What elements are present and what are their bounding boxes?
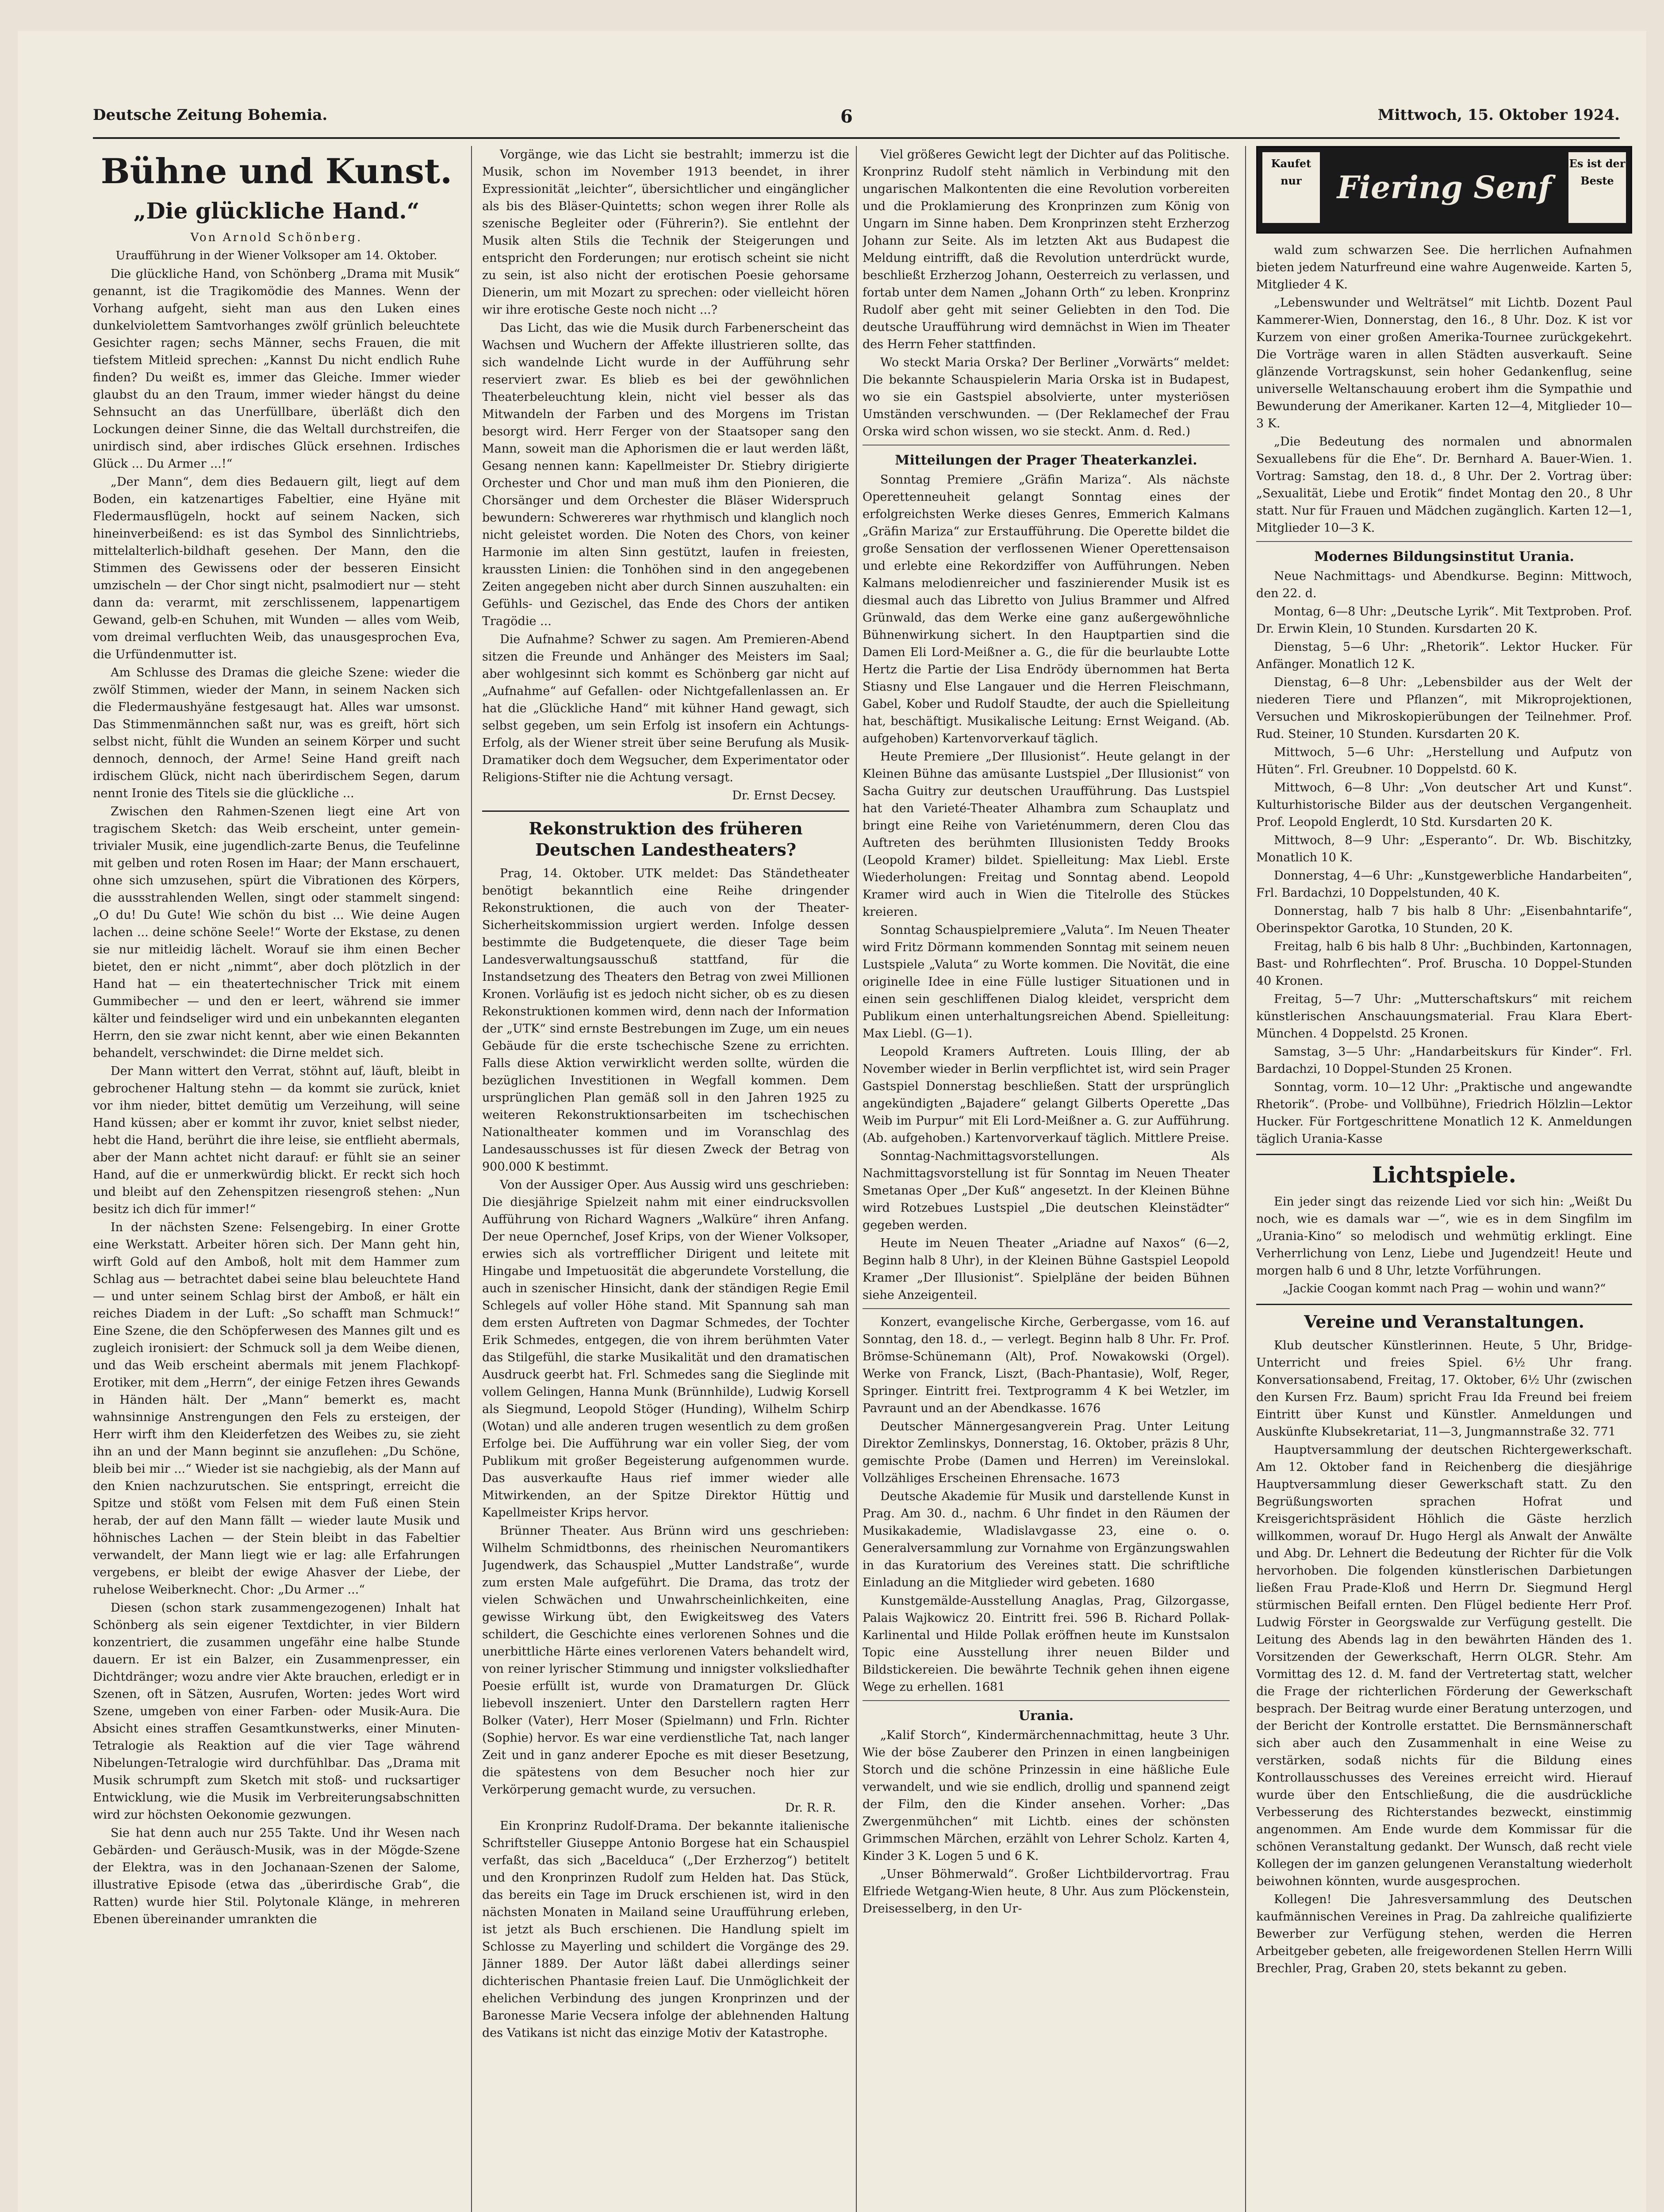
running-head-masthead: Deutsche Zeitung Bohemia. [93,106,328,124]
course-item: Montag, 6—8 Uhr: „Deutsche Lyrik“. Mit Textproben. Prof. Dr. Erwin Klein, 10 Stunden. Kursdarten 20 K. [1256,605,1632,636]
article-title: „Die glückliche Hand.“ [133,198,420,224]
paragraph: Diesen (schon stark zusammengezogenen) Inhalt hat Schönberg als sein eigener Textdichter, in vier Bildern konzentriert, die zusammen ungefähr eine halbe Stunde dauern. Er ist ein Balzer, ein Zusammenpresser, ein Dichtdränger; wozu andre vier Akte brauchen, erledigt er in Szenen, oft in Sätzen, Ausrufen, Worten: jedes Wort wird Szene, umgeben von einer Farben- oder Musik-Aura. Die Absicht eines straffen Gesamtkunstwerks, einer Minuten-Tetralogie als Reaktion auf die vier Tage während Nibelungen-Tetralogie wird durchfühlbar. Das „Drama mit Musik schrumpft zum Sketch mit stoß- und rucksartiger Entwicklung, wie die Musik im Verbreiterungsabschnitten wird zur höchsten Oekonomie gezwungen. [93,1601,460,1822]
paragraph: Wo steckt Maria Orska? Der Berliner „Vorwärts“ meldet: Die bekannte Schauspielerin Maria Orska ist in Budapest, wo sie ein Gastspiel absolvierte, unter mysteriösen Umständen verschwunden. — (Der Reklamechef der Frau Orska wird schon wissen, wo sie steckt. Anm. d. Red.) [863,356,1230,438]
course-item: Neue Nachmittags- und Abendkurse. Beginn: Mittwoch, den 22. d. [1256,569,1632,600]
column-1 [93,146,460,2212]
paragraph: Kollegen! Die Jahresversammlung des Deutschen kaufmännischen Vereines in Prag. Da zahlreiche qualifizierte Bewerber zur Verfügung stehen, werden die Herren Arbeitgeber gebeten, alle freigewordenen Stellen Herrn Willi Brechler, Prag, Graben 20, stets bekannt zu geben. [1256,1893,1632,1975]
paragraph: Viel größeres Gewicht legt der Dichter auf das Politische. Kronprinz Rudolf steht nämlich in Verbindung mit den ungarischen Malkontenten die eine Revolution vorbereiten und die Proklamierung des Kronprinzen zum König von Ungarn im Sinne haben. Dem Kronprinzen steht Erzherzog Johann zur Seite. Als im letzten Akt aus Budapest die Meldung eintrifft, daß die Revolution unterdrückt wurde, beschließt Erzherzog Johann, Oesterreich zu verlassen, und fortab unter dem Namen „Johann Orth“ zu leben. Kronprinz Rudolf aber geht mit seiner Geliebten in den Tod. Die deutsche Uraufführung wird demnächst in Wien im Theater des Herrn Feher stattfinden. [863,148,1230,351]
ad-brand-logo: Fiering Senf [1337,169,1552,206]
paragraph: Vorgänge, wie das Licht sie bestrahlt; immerzu ist die Musik, schon im November 1913 beendet, in ihrer Expressionität „leichter“, übersichtlicher und eingänglicher als bis des Bläser-Quintetts; schon wegen ihrer Rolle als szenische Begleiter oder (Führerin?). Sie entlehnt der Musik alten Stils die Technik der Steigerungen und entspricht den Forderungen; nur erotisch scheint sie nicht zu sein, ist also nicht der erotischen Poesie gehorsame Dienerin, um mit Mozart zu sprechen: oder vielleicht hören wir ihre erotische Geste noch nicht ...? [482,148,849,317]
section-title: Lichtspiele. [1372,1162,1517,1188]
article-divider [1256,1154,1632,1155]
paragraph: Von der Aussiger Oper. Aus Aussig wird uns geschrieben: Die diesjährige Spielzeit nahm mit einer eindrucksvollen Aufführung von Richard Wagners „Walküre“ ihren Anfang. Der neue Opernchef, Josef Krips, von der Wiener Volksoper, erwies sich als vortrefflicher Dirigent und leitete mit Hingabe und Impetuosität die abgerundete Vorstellung, die auch in szenischer Hinsicht, dank der ständigen Regie Emil Schlegels auf voller Höhe stand. Mit Spannung sah man dem ersten Auftreten von Dagmar Schmedes, der Tochter Erik Schmedes, entgegen, die von ihrem berühmten Vater das Stilgefühl, die starke Musikalität und den dramatischen Ausdruck geerbt hat. Frl. Schmedes sang die Sieglinde mit vollem Gelingen, Hanna Munk (Brünnhilde), Ludwig Korsell als Siegmund, Leopold Stöger (Hunding), Wilhelm Schirp (Wotan) und alle anderen trugen wesentlich zu dem großen Erfolge bei. Die Aufführung war ein voller Sieg, der vom Publikum mit großer Begeisterung aufgenommen wurde. Das ausverkaufte Haus rief immer wieder alle Mitwirkenden, an der Spitze Direktor Hüttig und Kapellmeister Krips hervor. [482,1178,849,1520]
paragraph: Sonntag Schauspielpremiere „Valuta“. Im Neuen Theater wird Fritz Dörmann kommenden Sonntag mit seinem neuen Lustspiele „Valuta“ zu Worte kommen. Die Novität, die eine originelle Idee in eine Fülle lustiger Situationen und in einen sein geschliffenen Dialog kleidet, verspricht dem Publikum einen unterhaltungsreichen Abend. Spielleitung: Max Liebl. (G—1). [863,923,1230,1041]
column-2 [482,146,849,2212]
paragraph: „Jackie Coogan kommt nach Prag — wohin und wann?“ [1282,1282,1606,1295]
course-item: Donnerstag, 4—6 Uhr: „Kunstgewerbliche Handarbeiten“, Frl. Bardachzi, 10 Doppelstunden, 40 K. [1256,869,1632,900]
paragraph: „Die Bedeutung des normalen und abnormalen Sexuallebens für die Ehe“. Dr. Bernhard A. Bauer-Wien. 1. Vortrag: Samstag, den 18. d., 8 Uhr. Der 2. Vortrag über: „Sexualität, Liebe und Erotik“ findet Montag den 20., 8 Uhr statt. Nur für Frauen und Mädchen zugänglich. Karten 12—1, Mitglieder 10—3 K. [1256,435,1632,535]
column-3 [863,146,1230,2212]
header-rule [93,137,1620,139]
paragraph: Die Aufnahme? Schwer zu sagen. Am Premieren-Abend sitzen die Freunde und Anhänger des Meisters im Saal; aber wohlgesinnt sich kommt es Schönberg gar nicht auf „Aufnahme“ auf Gefallen- oder Nichtgefallenlassen an. Er hat die „Glückliche Hand“ mit kühner Hand gewagt, sich selbst gegeben, um sein Erfolg ist insofern ein Achtungs-Erfolg, als der Wiener streit über seine Berufung als Musik-Dramatiker doch dem Wegsucher, dem Experimentator oder Religions-Stifter nie die Achtung versagt. [482,633,849,784]
section-heading: Urania. [1018,1708,1074,1724]
notice: Deutscher Männergesangverein Prag. Unter Leitung Direktor Zemlinskys, Donnerstag, 16. Oktober, präzis 8 Uhr, gemischte Probe (Damen und Herren) im Vereinslokal. Vollzähliges Erscheinen Ehrensache. 1673 [863,1420,1230,1485]
paragraph: Heute im Neuen Theater „Ariadne auf Naxos“ (6—2, Beginn halb 8 Uhr), in der Kleinen Bühne Gastspiel Leopold Kramer „Der Illusionist“. Spielpläne der beiden Bühnen siehe Anzeigenteil. [863,1237,1230,1302]
paragraph: Prag, 14. Oktober. UTK meldet: Das Ständetheater benötigt bekanntlich eine Reihe dringender Rekonstruktionen, die auch von der Theater-Sicherheitskommission urgiert werden. Infolge dessen bestimmte die Budgetenquete, die dieser Tage beim Landesverwaltungsausschuß stattfand, für die Instandsetzung des Theaters den Betrag von zwei Millionen Kronen. Vorläufig ist es jedoch nicht sicher, ob es zu diesen Rekonstruktionen kommen wird, denn nach der Information der „UTK“ sind ernste Bestrebungen im Zuge, um ein neues Gebäude für die erste tschechische Szene zu errichten. Falls diese Aktion verwirklicht werden sollte, würden die bezüglichen Investitionen in Wegfall kommen. Dem ursprünglichen Plan gemäß soll in den Jahren 1925 zu weiteren Rekonstruktionsarbeiten im tschechischen Nationaltheater kommen und im Voranschlag des Landesausschusses ist für diesen Zweck der Betrag von 900.000 K bestimmt. [482,867,849,1174]
course-item: Samstag, 3—5 Uhr: „Handarbeitskurs für Kinder“. Frl. Bardachzi, 10 Doppel-Stunden 25 Kronen. [1256,1045,1632,1076]
advertisement [1256,146,1632,234]
paragraph: Der Mann wittert den Verrat, stöhnt auf, läuft, bleibt in gebrochener Haltung stehn — da kommt sie zurück, kniet vor ihm nieder, bittet demütig um Verzeihung, will seine Hand küssen; aber er kommt ihr zuvor, kniet selbst nieder, hebt die Hand, berührt die ihre leise, sie entflieht abermals, aber der Mann achtet nicht darauf: er fühlt sie an seiner Hand, auf die er unmerkwürdig blickt. Er reckt sich hoch und bleibt auf den Zehenspitzen riesengroß stehen: „Nun besitz ich dich für immer!“ [93,1064,460,1216]
course-item: Donnerstag, halb 7 bis halb 8 Uhr: „Eisenbahntarife“, Oberinspektor Garotka, 10 Stunden, 20 K. [1256,904,1632,935]
paragraph: „Unser Böhmerwald“. Großer Lichtbildervortrag. Frau Elfriede Wetgang-Wien heute, 8 Uhr. Aus zum Plöckenstein, Dreisesselberg, in den Ur- [863,1867,1230,1916]
running-head-date: Mittwoch, 15. Oktober 1924. [1377,106,1620,124]
course-item: Dienstag, 5—6 Uhr: „Rhetorik“. Lektor Hucker. Für Anfänger. Monatlich 12 K. [1256,640,1632,671]
notice: Konzert, evangelische Kirche, Gerbergasse, vom 16. auf Sonntag, den 18. d., — verlegt. Beginn halb 8 Uhr. Fr. Prof. Brömse-Schünemann (Alt), Prof. Nowakowski (Orgel). Werke von Franck, Liszt, (Bach-Phantasie), Wolf, Reger, Springer. Eintritt frei. Textprogramm 4 K bei Wetzler, im Pavraunt und an der Abendkasse. 1676 [863,1315,1230,1415]
ad-right-panel: Es ist der Beste [1568,152,1626,223]
paragraph: Ein jeder singt das reizende Lied vor sich hin: „Weißt Du noch, wie es damals war —“, wie es in dem Singfilm im „Urania-Kino“ so melodisch und wehmütig erklingt. Eine Verherrlichung von Lenz, Liebe und Jugendzeit! Heute und morgen halb 6 und 8 Uhr, letzte Vorführungen. [1256,1195,1632,1278]
signature: Dr. Ernst Decsey. [732,789,836,803]
page-number: 6 [840,106,853,127]
article-divider [1256,1304,1632,1305]
paragraph: „Der Mann“, dem dies Bedauern gilt, liegt auf dem Boden, ein katzenartiges Fabeltier, eine Hyäne mit Fledermausflügeln, hockt auf seinem Nacken, sich hineinverbeißend: es ist das Symbol des Sinnlichtriebs, mittelalterlich-bildhaft gesehen. Der Mann, den die Stimmen des Gewissens oder der besseren Einsicht umzischeln — der Chor singt nicht, psalmodiert nur — steht dann da: verarmt, mit zerschlissenem, lappenartigem Gewand, gelb-en Schuhen, mit Wunden — alles vom Weib, vom dreimal verfluchten Weib, das unausgesprochen Eva, die Urfündenmutter ist. [93,475,460,661]
paragraph: Das Licht, das wie die Musik durch Farbenerscheint das Wachsen und Wuchern der Affekte illustrieren sollte, das sich wandelnde Licht wurde in der Aufführung sehr reserviert zwar. Es blieb es bei der gewöhnlichen Theaterbeleuchtung klein, nicht viel besser als das Mitwandeln der Farben und des Morgens im Tristan besorgt wird. Herr Ferger von der Staatsoper sang den Mann, soweit man die Aphorismen die er laut werden läßt, Gesang nennen kann: Kapellmeister Dr. Stiebry dirigierte Orchester und Chor und man muß ihm den Pionieren, die Chorsänger und dem Orchester die Bläser Widerspruch bewundern: Schwereres war rhythmisch und klanglich noch nicht geleistet worden. Die Noten des Chors, von keiner Harmonie im alten Sinn gestützt, laufen in freiesten, kraussten Linien: die Tonhöhen sind in den angegebenen Zeiten angegeben nicht aber durch Sinnen auszuhalten: ein Gefühls- und Gezischel, das Ende des Chors der antiken Tragödie ... [482,321,849,628]
ad-left-panel: Kaufet nur [1262,152,1320,223]
paragraph: Brünner Theater. Aus Brünn wird uns geschrieben: Wilhelm Schmidtbonns, des rheinischen Neuromantikers Jugendwerk, das Schauspiel „Mutter Landstraße“, wurde zum ersten Male aufgeführt. Die Drama, das trotz der vielen Schwächen und Unwahrscheinlichkeiten, eine gewisse Wirkung übt, den Ewigkeitsweg des Vaters schildert, die Geschichte eines verlorenen Sohnes und die unerbittliche Härte eines verlorenen Vaters behandelt wird, von reiner lyrischer Stimmung und innigster volksliedhafter Poesie erfüllt ist, wurde von Dramaturgen Dr. Glück liebevoll inszeniert. Unter den Darstellern ragten Herr Bolker (Vater), Herr Moser (Spielmann) und Frln. Richter (Sophie) hervor. Es war eine verdienstliche Tat, nach langer Zeit und in ganz anderer Epoche es mit dieser Besetzung, die spätestens von dem Besucher noch hier zur Verkörperung gemacht wurde, zu versuchen. [482,1524,849,1797]
paragraph: Zwischen den Rahmen-Szenen liegt eine Art von tragischem Sketch: das Weib erscheint, unter gemein-trivialer Musik, eine jugendlich-zarte Benus, die Teufelinne mit gelben und roten Rosen im Haar; der Mann erschauert, ohne sich umzusehen, spürt die Vibrationen des Körpers, die aussstrahlenden Wellen, singt oder stammelt singend: „O du! Du Gute! Wie schön du bist ... Wie deine Augen lachen ... deine schöne Seele!“ Worte der Ekstase, zu denen sie nur mitleidig lächelt. Worauf sie ihm einen Becher bietet, den er nicht „nimmt“, aber doch plötzlich in der Hand hat — ein theatertechnischer Trick mit einem Gummibecher — und den er leert, während sie immer kälter und feindseliger wird und ein unbekannten eleganten Herrn, den sie zwar nicht kennt, aber wie einen Bekannten behandelt, verschwindet: die Dirne meldet sich. [93,805,460,1060]
article-title: Rekonstruktion des früheren Deutschen Landestheaters? [529,818,803,860]
paragraph: Heute Premiere „Der Illusionist“. Heute gelangt in der Kleinen Bühne das amüsante Lustspiel „Der Illusionist“ von Sacha Guitry zur deutschen Uraufführung. Das Lustspiel hat den Varieté-Theater Alhambra zum Schauplatz und bringt eine Reihe von Varieténummern, deren Clou das Auftreten des berühmten Illusionisten Teddy Brooks (Leopold Kramer) bildet. Spielleitung: Max Liebl. Erste Wiederholungen: Freitag und Sonntag abend. Leopold Kramer wird auch in Wien die Titelrolle des Stückes kreieren. [863,750,1230,919]
running-head [93,106,1620,137]
section-heading: Mitteilungen der Prager Theaterkanzlei. [895,453,1197,468]
notice: Deutsche Akademie für Musik und darstellende Kunst in Prag. Am 30. d., nachm. 6 Uhr findet in den Räumen der Musikakademie, Wladislavgasse 23, eine o. o. Generalversammlung zur Vornahme von Ergänzungswahlen in das Kuratorium des Vereines statt. Die schriftliche Einladung an die Mitglieder wird gebeten. 1680 [863,1490,1230,1590]
paragraph: Ein Kronprinz Rudolf-Drama. Der bekannte italienische Schriftsteller Giuseppe Antonio Borgese hat ein Schauspiel verfaßt, das sich „Bacelduca“ („Der Erzherzog“) betitelt und den Kronprinzen Rudolf zum Helden hat. Das Stück, das bereits ein Tage im Druck erschienen ist, wird in den nächsten Monaten in Mailand seine Uraufführung erleben, ist jetzt als Buch erschienen. Die Handlung spielt im Schlosse zu Mayerling und schildert die Vorgänge des 29. Jänner 1889. Der Autor läßt dabei allerdings seiner dichterischen Phantasie freien Lauf. Die Unmöglichkeit der ehelichen Verbindung des jungen Kronprinzen und der Baronesse Marie Vecsera infolge der ablehnenden Haltung des Vatikans ist nicht das einzige Motiv der Katastrophe. [482,1819,849,2040]
course-item: Sonntag, vorm. 10—12 Uhr: „Praktische und angewandte Rhetorik“. (Probe- und Vollbühne), Friedrich Hölzlin—Lektor Hucker. Für Fortgeschrittene Monatlich 12 K. Anmeldungen täglich Urania-Kasse [1256,1080,1632,1146]
byline: Von Arnold Schönberg. [190,231,363,244]
column-4 [1256,146,1632,2212]
paragraph: Die glückliche Hand, von Schönberg „Drama mit Musik“ genannt, ist die Tragikomödie des Mannes. Wenn der Vorhang aufgeht, sieht man aus den Luken eines dunkelviolettem Samtvorhanges zwölf grünlich beleuchtete Gesichter ragen; sechs Männer, sechs Frauen, die mit tiefstem Mitleid sprechen: „Kannst Du nicht endlich Ruhe finden? Du weißt es, immer das Gleiche. Immer wieder glaubst du an den Traum, immer wieder hängst du deine Sehnsucht an das Unerfüllbare, überläßt dich den Lockungen deiner Sinne, die das Weltall durchstreifen, die unirdisch sind, aber irdisches Glück ersehnen. Irdisches Glück ... Du Armer ...!“ [93,267,460,471]
paragraph: Am Schlusse des Dramas die gleiche Szene: wieder die zwölf Stimmen, wieder der Mann, in seinem Nacken sich die Fledermaushyäne festgesaugt hat. Alles war umsonst. Das Stimmenmännchen saßt nur, was es greift, hört sich selbst nicht, fühlt die Wunden an seinem Körper und sucht dennoch, dennoch, der Arme! Seine Hand greift nach irdischem Glück, nicht nach überirdischem Segen, darum nennt Ironie des Titels sie die glückliche ... [93,666,460,800]
column-rule [471,146,472,2212]
paragraph: Sonntag Premiere „Gräfin Mariza“. Als nächste Operettenneuheit gelangt Sonntag eines der erfolgreichsten Werke dieses Genres, Emmerich Kalmans „Gräfin Mariza“ zur Erstaufführung. Die Operette bildet die große Sensation der verflossenen Wiener Operettensaison und erlebte eine Rekordziffer von Aufführungen. Neben Kalmans melodienreicher und faszinierender Musik ist es diesmal auch das Libretto von Julius Brammer und Alfred Grünwald, das dem Werke eine ganz außergewöhnliche Bühnenwirkung sichert. In den Hauptpartien sind die Damen Eli Lord-Meißner a. G., die für die beurlaubte Lotte Hertz die Partie der Lisa Endrödy übernommen hat Berta Stiasny und Else Langauer und die Herren Fleischmann, Gabel, Kober und Rudolf Staudte, der auch die Spielleitung hat, beschäftigt. Musikalische Leitung: Ernst Weigand. (Ab. aufgehoben) Kartenvorverkauf täglich. [863,473,1230,745]
article-divider [1256,541,1632,542]
newspaper-page [18,31,1646,2212]
paragraph: Hauptversammlung der deutschen Richtergewerkschaft. Am 12. Oktober fand in Reichenberg die diesjährige Hauptversammlung dieser Gewerkschaft statt. Zu den Begrüßungsworten sprachen Hofrat und Kreisgerichtspräsident Höhlich die Gäste herzlich willkommen, worauf Dr. Hugo Hergl als Anwalt der Anwälte und Abg. Dr. Lehnert die Bedeutung der Richter für die Volk hervorhoben. Die folgenden künstlerischen Darbietungen ließen Frau Prade-Kloß und Herrn Dr. Siegmund Hergl stürmischen Beifall ernten. Den Flügel bediente Herr Prof. Ludwig Förster in Georgswalde zur Verfügung gestellt. Die Leitung des Abends lag in den bewährten Händen des 1. Vorsitzenden der Gewerkschaft, Herrn OLGR. Stehr. Am Vormittag des 12. d. M. fand der Vertretertag statt, welcher die Frage der richterlichen Förderung der Gewerkschaft besprach. Der Beitrag wurde einer Beratung unterzogen, und der Bericht der Kontrolle erstattet. Die Bernsmännerschaft sich aber auch den Zusammenhalt in eine Weise zu verstärken, sodaß nichts für die Bildung eines Kontrollausschusses des Vereines erreicht wird. Hierauf wurde über den Entschließung, die die ausdrückliche Verbesserung des Richterstandes bezweckt, einstimmig angenommen. Am Ende wurde dem Kommissar für die schönen Veranstaltung gedankt. Der Wunsch, daß recht viele Kollegen der im ganzen gelungenen Veranstaltung wiederholt beiwohnen könnten, wurde ausgesprochen. [1256,1443,1632,1888]
paragraph: „Kalif Storch“, Kindermärchennachmittag, heute 3 Uhr. Wie der böse Zauberer den Prinzen in einen langbeinigen Storch und die schöne Prinzessin in eine häßliche Eule verwandelt, und wie sie endlich, drollig und spannend zeigt der Film, den die Kinder ansehen. Vorher: „Das Zwergenmühchen“ mit Lichtb. eines der schönsten Grimmschen Märchen, erzählt von Lehrer Scholz. Karten 4, Kinder 3 K. Logen 5 und 6 K. [863,1728,1230,1863]
section-title: Bühne und Kunst. [100,151,452,192]
article-divider [863,1308,1230,1309]
course-item: Mittwoch, 6—8 Uhr: „Von deutscher Art und Kunst“. Kulturhistorische Bilder aus der deutschen Vergangenheit. Prof. Leopold Englerdt, 10 Std. Kursdarten 20 K. [1256,781,1632,829]
course-item: Dienstag, 6—8 Uhr: „Lebensbilder aus der Welt der niederen Tiere und Pflanzen“, mit Mikroprojektionen, Versuchen und Mikroskopierübungen der Teilnehmer. Prof. Rud. Steiner, 10 Stunden. Kursdarten 20 K. [1256,676,1632,741]
section-title: Vereine und Veranstaltungen. [1304,1312,1584,1332]
column-rule [1245,146,1246,2212]
paragraph: In der nächsten Szene: Felsengebirg. In einer Grotte eine Werkstatt. Arbeiter hören sich. Der Mann geht hin, wirft Gold auf den Amboß, holt mit dem Hammer zum Schlag aus — betrachtet dabei seine blau beleuchtete Hand — und unter seinem Schlag birst der Amboß, er hält ein reiches Diadem in der Luft: „So schafft man Schmuck!“ Eine Szene, die den Schöpferwesen des Mannes gilt und es zugleich ironisiert: der Schmuck soll ja dem Weibe dienen, und das Weib erscheint abermals mit jenem Flachkopf-Erotiker, mit dem „Herrn“, der einige Fetzen ihres Gewands in Händen hält. Der „Mann“ bemerkt es, macht wahnsinnige Anstrengungen den Fels zu ersteigen, der Herr wirft ihm den Kleiderfetzen des Weibes zu, sie zieht ihn an und der Mann beginnt sie anzuflehen: „Du Schöne, bleib bei mir ...“ Wieder ist sie nachgiebig, als der Mann auf den Knien nachzurutschen. Sie entspringt, erreicht die Spitze und stößt vom Felsen mit dem Fuß einen Stein herab, der auf den Mann fällt — wieder laute Musik und höhnisches Lachen — der Stein bleibt in das Fabeltier verwandelt, der Mann liegt wie er lag: alle Erfahrungen vergebens, er bleibt der ewige Ahasver der Liebe, der ruhelose Weiberknecht. Chor: „Du Armer ...“ [93,1221,460,1597]
article-divider [863,1700,1230,1701]
signature: Dr. R. R. [785,1801,836,1815]
course-item: Freitag, halb 6 bis halb 8 Uhr: „Buchbinden, Kartonnagen, Bast- und Rohrflechten“. Prof. Bruscha. 10 Doppel-Stunden 40 Kronen. [1256,940,1632,988]
course-item: Mittwoch, 5—6 Uhr: „Herstellung und Aufputz von Hüten“. Frl. Greubner. 10 Doppelstd. 60 K. [1256,745,1632,776]
column-rule [856,146,857,2212]
course-item: Mittwoch, 8—9 Uhr: „Esperanto“. Dr. Wb. Bischitzky, Monatlich 10 K. [1256,833,1632,864]
paragraph: Leopold Kramers Auftreten. Louis Illing, der ab November wieder in Berlin verpflichtet ist, wird sein Prager Gastspiel Donnerstag beschließen. Statt der ursprünglich angekündigten „Bajadere“ gelangt Gilberts Operette „Das Weib im Purpur“ mit Eli Lord-Meißner a. G. zur Aufführung. (Ab. aufgehoben.) Kartenvorverkauf täglich. Mittlere Preise. [863,1045,1230,1145]
paragraph: wald zum schwarzen See. Die herrlichen Aufnahmen bieten jedem Naturfreund eine wahre Augenweide. Karten 5, Mitglieder 4 K. [1256,243,1632,292]
paragraph: Sonntag-Nachmittagsvorstellungen. Als Nachmittagsvorstellung ist für Sonntag im Neuen Theater Smetanas Oper „Der Kuß“ angesetzt. In der Kleinen Bühne wird Rotzebues Lustspiel „Die deutschen Kleinstädter“ gegeben werden. [863,1149,1230,1232]
article-divider [482,810,849,812]
notice: Kunstgemälde-Ausstellung Anaglas, Prag, Gilzorgasse, Palais Wajkowicz 20. Eintritt frei. 596 B. Richard Pollak-Karlinental und Hilde Pollak eröffnen heute im Kunstsalon Topic eine Ausstellung ihrer neuen Bilder und Bildstickereien. Die bewährte Technik gehen ihnen eigene Wege zu erhellen. 1681 [863,1594,1230,1694]
course-item: Freitag, 5—7 Uhr: „Mutterschaftskurs“ mit reichem künstlerischen Anschauungsmaterial. Frau Klara Ebert-München. 4 Doppelstd. 25 Kronen. [1256,992,1632,1041]
paragraph: Klub deutscher Künstlerinnen. Heute, 5 Uhr, Bridge-Unterricht und freies Spiel. 6½ Uhr frang. Konversationsabend, Freitag, 17. Oktober, 6½ Uhr (zwischen den Kursen Frz. Baum) spricht Frau Ida Freund bei freiem Eintritt über Kunst und Künstler. Anmeldungen und Auskünfte Klubsekretariat, 11—3, Jungmannstraße 32. 771 [1256,1339,1632,1439]
subline: Uraufführung in der Wiener Volksoper am 14. Oktober. [115,249,437,262]
paragraph: „Lebenswunder und Welträtsel“ mit Lichtb. Dozent Paul Kammerer-Wien, Donnerstag, den 16., 8 Uhr. Doz. K ist vor Kurzem von einer großen Amerika-Tournee zurückgekehrt. Die Vorträge waren in allen Städten ausverkauft. Seine glänzende Vortragskunst, sein hoher Gedankenflug, seine universelle Weltanschauung erobert ihm die Sympathie und Bewunderung der Amerikaner. Karten 12—4, Mitglieder 10—3 K. [1256,296,1632,430]
paragraph: Sie hat denn auch nur 255 Takte. Und ihr Wesen nach Gebärden- und Geräusch-Musik, was in der Mögde-Szene der Elektra, was in den Jochanaan-Szenen der Salome, illustrative Episode (etwa das „überirdische Grab“, die Ratten) wurde hier Stil. Polytonale Klänge, in mehreren Ebenen übereinander umrankten die [93,1826,460,1926]
section-heading: Modernes Bildungsinstitut Urania. [1314,549,1574,565]
